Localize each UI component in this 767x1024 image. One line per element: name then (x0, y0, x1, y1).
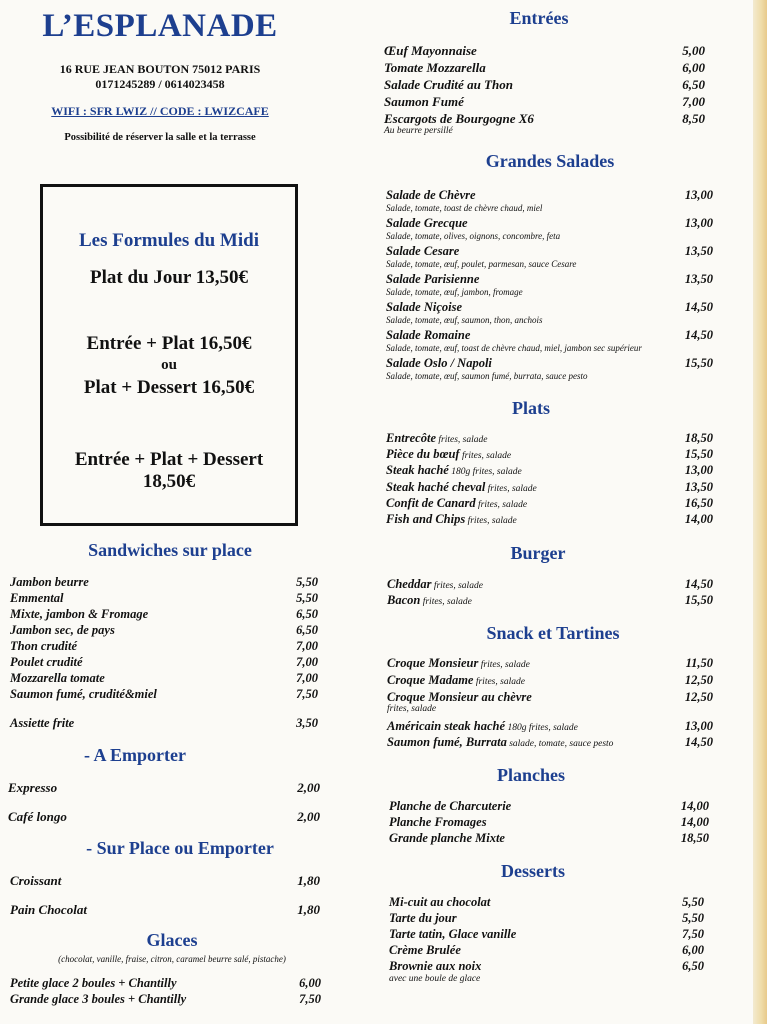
sandwiches-item-price: 7,00 (296, 655, 318, 669)
desserts-item (389, 927, 516, 942)
desserts-item-description: avec une boule de glace (389, 974, 481, 984)
sandwiches-item-price: 7,00 (296, 639, 318, 653)
salades-item-description: Salade, tomate, œuf, poulet, parmesan, sauce Cesare (386, 259, 577, 269)
desserts-item-name: Tarte du jour (389, 911, 457, 925)
emporter-item (8, 780, 57, 796)
entrees-item-name: Salade Crudité au Thon (384, 77, 513, 92)
salades-item-name: Salade de Chèvre (386, 188, 476, 202)
plats-item-name: Confit de Canard (386, 496, 476, 510)
plats-item-price: 13,00 (684, 463, 713, 477)
entrees-item-price: 5,00 (682, 43, 705, 58)
desserts-item (389, 895, 490, 910)
salades-item-description: Salade, tomate, œuf, saumon, thon, anchois (386, 315, 543, 325)
salades-item-price: 13,00 (684, 216, 713, 230)
snack-item (387, 719, 578, 734)
glaces-item (10, 992, 186, 1007)
desserts-item-name: Brownie aux noix (389, 959, 482, 973)
planches-item-price: 14,00 (680, 799, 709, 813)
emporter-item-price: 2,00 (297, 809, 320, 824)
emporter-item (8, 809, 67, 825)
snack-item-price: 11,50 (685, 656, 713, 670)
desserts-item-name: Tarte tatin, Glace vanille (389, 927, 517, 941)
desserts-item-price: 6,00 (682, 943, 704, 957)
entrees-item-name: Œuf Mayonnaise (384, 43, 477, 58)
plats-item-name: Fish and Chips (386, 512, 466, 526)
desserts-item-name: Crème Brulée (389, 943, 461, 957)
plats-item (386, 480, 537, 495)
salades-item-name: Salade Grecque (386, 216, 468, 230)
glaces-item-price: 7,50 (299, 992, 321, 1006)
snack-item-price: 12,50 (684, 673, 713, 687)
sandwiches-item-name: Assiette frite (10, 716, 75, 730)
planches-item (389, 815, 487, 830)
sandwiches-item (10, 607, 148, 622)
salades-item (386, 328, 470, 343)
reservation-note: Possibilité de réserver la salle et la terrasse (64, 132, 256, 143)
desserts-item-price: 5,50 (682, 895, 704, 909)
plats-item-price: 13,50 (684, 480, 713, 494)
wifi-info: WIFI : SFR LWIZ // CODE : LWIZCAFE (51, 104, 269, 118)
sandwiches-item-name: Mozzarella tomate (10, 671, 105, 685)
plats-item-accompaniment: frites, salade (465, 516, 517, 526)
burger-item-accompaniment: frites, salade (420, 597, 472, 607)
plats-item (386, 496, 527, 511)
planches-item (389, 831, 505, 846)
desserts-item (389, 943, 461, 958)
burger-item-name: Cheddar (387, 577, 432, 591)
plats-item-price: 14,00 (684, 512, 713, 526)
formule-plat-du-jour: Plat du Jour 13,50€ (89, 267, 248, 288)
entrees-item-price: 6,00 (682, 60, 705, 75)
entrees-title: Entrées (509, 8, 569, 28)
snack-item (387, 735, 613, 750)
salades-item-price: 14,50 (684, 328, 713, 342)
plats-item-name: Steak haché (386, 463, 449, 477)
plats-item (386, 512, 517, 527)
salades-item (386, 244, 459, 259)
desserts-item-name: Mi-cuit au chocolat (389, 895, 491, 909)
entrees-item-name: Escargots de Bourgogne X6 (384, 111, 534, 126)
snack-item (387, 673, 525, 688)
plats-item-price: 16,50 (684, 496, 713, 510)
sandwiches-item-name: Emmental (10, 591, 64, 605)
salades-item-price: 15,50 (684, 356, 713, 370)
planches-item-price: 14,00 (680, 815, 709, 829)
sandwiches-item (10, 623, 115, 638)
snack-item-name: Américain steak haché (387, 719, 506, 733)
sandwiches-item (10, 639, 77, 654)
sandwiches-item-price: 6,50 (296, 607, 318, 621)
plats-item-price: 18,50 (684, 431, 713, 445)
plats-item-name: Steak haché cheval (386, 480, 486, 494)
burger-item-price: 14,50 (684, 577, 713, 591)
snack-item-accompaniment: 180g frites, salade (505, 723, 578, 733)
glaces-title: Glaces (146, 930, 198, 950)
entrees-item-name: Saumon Fumé (384, 94, 464, 109)
snack-item-name: Croque Madame (387, 673, 474, 687)
sandwiches-item-price: 7,00 (296, 671, 318, 685)
sandwiches-item-price: 7,50 (296, 687, 318, 701)
salades-item-description: Salade, tomate, olives, oignons, concombre, feta (386, 231, 561, 241)
formule-complete: Entrée + Plat + Dessert (74, 449, 264, 470)
planches-item-name: Planche de Charcuterie (389, 799, 512, 813)
snack-item-name: Saumon fumé, Burrata (387, 735, 507, 749)
sandwiches-item-price: 5,50 (296, 591, 318, 605)
salades-item-price: 14,50 (684, 300, 713, 314)
plats-item-name: Entrecôte (386, 431, 436, 445)
glaces-flavours: (chocolat, vanille, fraise, citron, caramel beurre salé, pistache) (58, 954, 286, 964)
burger-item (387, 593, 472, 608)
sandwiches-item (10, 591, 63, 606)
plats-item (386, 431, 487, 446)
planches-item-name: Planche Fromages (389, 815, 487, 829)
surplace-item (10, 873, 61, 889)
snack-item-price: 12,50 (684, 690, 713, 704)
formule-entree-plat: Entrée + Plat 16,50€ (86, 333, 252, 354)
entrees-item-name: Tomate Mozzarella (384, 60, 486, 75)
glaces-item-price: 6,00 (299, 976, 321, 990)
desserts-item-price: 7,50 (682, 927, 704, 941)
surplace-title: - Sur Place ou Emporter (86, 838, 274, 858)
salades-item (386, 356, 492, 371)
salades-title: Grandes Salades (485, 151, 615, 171)
restaurant-title: L’ESPLANADE (42, 8, 278, 44)
entrees-item-price: 6,50 (682, 77, 705, 92)
salades-item (386, 188, 476, 203)
burger-title: Burger (510, 543, 566, 563)
glaces-item (10, 976, 177, 991)
sandwiches-item (10, 575, 89, 590)
entrees-item (384, 111, 534, 127)
surplace-item-price: 1,80 (297, 902, 320, 917)
plats-item (386, 463, 522, 478)
salades-item (386, 216, 468, 231)
formule-complete-price: 18,50€ (142, 471, 196, 492)
salades-item-price: 13,50 (684, 244, 713, 258)
salades-item-description: Salade, tomate, œuf, jambon, fromage (386, 287, 523, 297)
surplace-item (10, 902, 87, 918)
salades-item-name: Salade Parisienne (386, 272, 480, 286)
plats-item (386, 447, 511, 462)
salades-item (386, 272, 479, 287)
plats-item-accompaniment: frites, salade (459, 451, 512, 461)
burger-item (387, 577, 483, 592)
formules-title: Les Formules du Midi (79, 230, 259, 251)
entrees-item (384, 77, 513, 93)
salades-item-name: Salade Oslo / Napoli (386, 356, 492, 370)
sandwiches-item-name: Thon crudité (10, 639, 78, 653)
salades-item-description: Salade, tomate, toast de chèvre chaud, miel (386, 203, 543, 213)
sandwiches-item (10, 655, 83, 670)
plats-item-accompaniment: frites, salade (436, 435, 488, 445)
snack-item (387, 690, 532, 705)
burger-item-name: Bacon (387, 593, 421, 607)
sandwiches-item-name: Saumon fumé, crudité&miel (10, 687, 157, 701)
salades-item-price: 13,00 (684, 188, 713, 202)
surplace-item-price: 1,80 (297, 873, 320, 888)
planches-item-price: 18,50 (680, 831, 709, 845)
snack-item (387, 656, 530, 671)
address: 16 RUE JEAN BOUTON 75012 PARIS (59, 62, 261, 76)
entrees-item-description: Au beurre persillé (384, 126, 453, 136)
emporter-title: - A Emporter (84, 745, 186, 765)
salades-item-name: Salade Niçoise (386, 300, 463, 314)
phone-numbers: 0171245289 / 0614023458 (95, 77, 225, 91)
planches-title: Planches (496, 765, 565, 785)
sandwiches-title: Sandwiches sur place (88, 540, 252, 560)
snack-title: Snack et Tartines (486, 623, 620, 643)
plats-item-name: Pièce du bœuf (386, 447, 460, 461)
snack-item-name: Croque Monsieur au chèvre (387, 690, 532, 704)
salades-item-price: 13,50 (684, 272, 713, 286)
snack-item-accompaniment: frites, salade (473, 677, 525, 687)
sandwiches-item-price: 3,50 (296, 716, 318, 730)
surplace-item-name: Pain Chocolat (10, 902, 87, 917)
snack-item-price: 13,00 (684, 719, 713, 733)
sandwiches-item-name: Mixte, jambon & Fromage (10, 607, 149, 621)
entrees-item-price: 7,00 (682, 94, 705, 109)
surplace-item-name: Croissant (10, 873, 62, 888)
sandwiches-item (10, 687, 157, 702)
entrees-item (384, 94, 464, 110)
sandwiches-item-price: 5,50 (296, 575, 318, 589)
sandwiches-item-name: Jambon beurre (10, 575, 89, 589)
desserts-item-price: 6,50 (682, 959, 704, 973)
glaces-item-name: Grande glace 3 boules + Chantilly (10, 992, 187, 1006)
snack-item-description: frites, salade (387, 704, 437, 714)
salades-item (386, 300, 462, 315)
burger-item-accompaniment: frites, salade (431, 581, 483, 591)
desserts-item (389, 959, 481, 974)
paper-edge (753, 0, 767, 1024)
planches-item-name: Grande planche Mixte (389, 831, 505, 845)
salades-item-description: Salade, tomate, œuf, toast de chèvre chaud, miel, jambon sec supérieur (386, 343, 642, 353)
snack-item-name: Croque Monsieur (387, 656, 479, 670)
salades-item-name: Salade Cesare (386, 244, 460, 258)
plats-item-accompaniment: 180g frites, salade (448, 467, 522, 477)
emporter-item-price: 2,00 (297, 780, 320, 795)
snack-item-accompaniment: salade, tomate, sauce pesto (506, 739, 614, 749)
salades-item-description: Salade, tomate, œuf, saumon fumé, burrata, sauce pesto (386, 371, 588, 381)
plats-item-price: 15,50 (684, 447, 713, 461)
desserts-title: Desserts (501, 861, 565, 881)
plats-item-accompaniment: frites, salade (475, 500, 528, 510)
burger-item-price: 15,50 (684, 593, 713, 607)
sandwiches-item-name: Jambon sec, de pays (10, 623, 115, 637)
sandwiches-item (10, 716, 74, 731)
sandwiches-item-name: Poulet crudité (10, 655, 83, 669)
desserts-item-price: 5,50 (682, 911, 704, 925)
salades-item-name: Salade Romaine (386, 328, 471, 342)
planches-item (389, 799, 511, 814)
entrees-item (384, 60, 486, 76)
plats-title: Plats (512, 398, 550, 418)
snack-item-price: 14,50 (684, 735, 713, 749)
glaces-item-name: Petite glace 2 boules + Chantilly (10, 976, 177, 990)
sandwiches-item (10, 671, 105, 686)
sandwiches-item-price: 6,50 (296, 623, 318, 637)
formules-box (40, 184, 298, 526)
formule-plat-dessert: Plat + Dessert 16,50€ (83, 377, 255, 398)
plats-item-accompaniment: frites, salade (485, 484, 537, 494)
emporter-item-name: Café longo (8, 809, 67, 824)
entrees-item-price: 8,50 (682, 111, 705, 126)
snack-item-accompaniment: frites, salade (478, 660, 530, 670)
formule-ou: ou (161, 357, 177, 373)
emporter-item-name: Expresso (8, 780, 58, 795)
desserts-item (389, 911, 457, 926)
entrees-item (384, 43, 477, 59)
